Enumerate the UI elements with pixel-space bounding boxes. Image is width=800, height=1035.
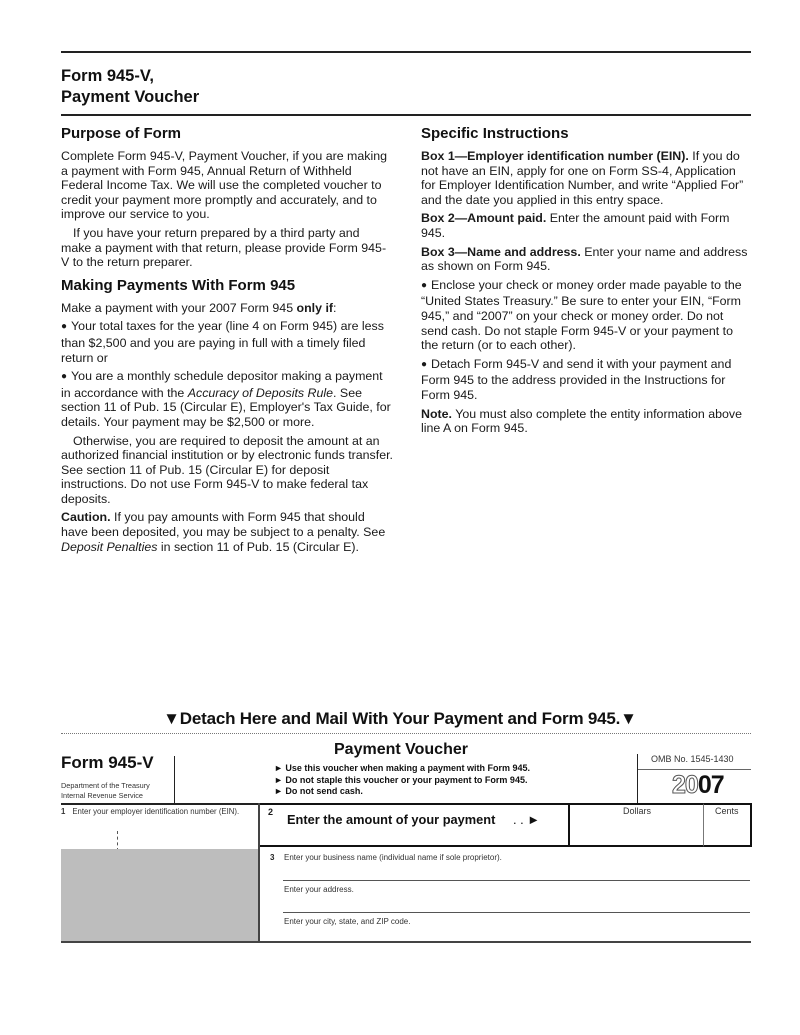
omb-divider	[638, 769, 751, 770]
perforation-line	[61, 733, 751, 734]
department-label	[61, 781, 150, 801]
year-outline-digits: 20	[672, 771, 698, 799]
voucher-title: Payment Voucher	[334, 741, 468, 758]
note-para: Note. You must also complete the entity information above line A on Form 945.	[421, 406, 742, 436]
box2-instructions: Box 2—Amount paid. Enter the amount paid with Form 945.	[421, 211, 730, 240]
business-name-line	[283, 880, 750, 881]
enclose-check-bullet: ● Enclose your check or money order made payable to the “United States Treasury.” Be sure to enter your EIN, “Form 945,” and “2007” on your check or money order. Do not send cash. Do not staple Form 945-V or your payment to the return (or to each other).	[421, 278, 753, 353]
voucher-header-rule	[61, 803, 261, 805]
right-column	[421, 125, 753, 440]
voucher-form-id: Form 945-V	[61, 753, 154, 772]
business-name-input[interactable]	[283, 862, 754, 882]
year-solid-digits: 07	[697, 771, 724, 799]
dept-line-2: Internal Revenue Service	[61, 791, 143, 800]
title-line-2: Payment Voucher	[61, 88, 200, 106]
voucher-instruction-3: ► Do not send cash.	[274, 786, 363, 796]
otherwise-para: Otherwise, you are required to deposit the amount at an authorized financial institution or by electronic funds transfer. See section 11 of Pub. 15 (Circular E) for deposit instructions. Do not use Form 945-V to make federal tax deposits.	[61, 433, 393, 506]
detach-instruction: ▼Detach Here and Mail With Your Payment and Form 945.▼	[163, 709, 637, 728]
cents-input[interactable]	[706, 820, 752, 844]
dollars-input[interactable]	[573, 820, 705, 844]
box1-instructions: Box 1—Employer identification number (EIN). If you do not have an EIN, apply for one on Form SS-4, Application for Employer Identification Number, and write “Applied For” and the date you applied in this entry space.	[421, 149, 744, 207]
making-payments-bullet-1: ● Your total taxes for the year (line 4 on Form 945) are less than $2,500 and you are paying in full with a timely filed return or	[61, 319, 393, 365]
address-input[interactable]	[283, 894, 754, 914]
title-line-1: Form 945-V,	[61, 67, 154, 85]
city-state-zip-label: Enter your city, state, and ZIP code.	[284, 917, 411, 926]
dollars-label: Dollars	[623, 806, 652, 816]
box3-number: 3	[270, 853, 275, 862]
detach-bullet: ● Detach Form 945-V and send it with your payment and Form 945 to the address provided in the Instructions for Form 945.	[421, 357, 753, 403]
purpose-heading: Purpose of Form	[61, 125, 182, 142]
page-title	[61, 66, 199, 108]
box1-label-text: Enter your employer identification number (EIN).	[72, 807, 240, 816]
specific-instructions-heading: Specific Instructions	[421, 125, 569, 142]
address-line	[283, 912, 750, 913]
box1-label	[61, 807, 239, 816]
cents-label: Cents	[715, 806, 739, 816]
address-label: Enter your address.	[284, 885, 354, 894]
ein-input[interactable]	[62, 822, 260, 848]
city-state-zip-input[interactable]	[283, 924, 754, 942]
voucher-instruction-1: ► Use this voucher when making a payment with Form 945.	[274, 763, 530, 773]
title-bottom-rule	[61, 114, 751, 116]
making-payments-bullet-2: ● You are a monthly schedule depositor making a payment in accordance with the Accuracy of Deposits Rule. See section 11 of Pub. 15 (Circular E), Employer's Tax Guide, for details. Your payment may be $2,500 or more.	[61, 369, 393, 429]
dept-line-1: Department of the Treasury	[61, 781, 150, 790]
omb-number: OMB No. 1545-1430	[651, 754, 734, 764]
purpose-para-1: Complete Form 945-V, Payment Voucher, if you are making a payment with Form 945, Annual Return of Withheld Federal Income Tax. We will use the completed voucher to credit your payment more promptly and accurately, and to improve our service to you.	[61, 149, 387, 222]
caution-para: Caution. If you pay amounts with Form 945 that should have been deposited, you may be subject to a penalty. See Deposit Penalties in section 11 of Pub. 15 (Circular E).	[61, 510, 386, 554]
box1-number: 1	[61, 807, 66, 816]
voucher-instructions	[274, 763, 530, 798]
tax-year	[672, 771, 724, 800]
making-payments-intro: Make a payment with your 2007 Form 945 only if:	[61, 300, 337, 315]
top-rule	[61, 51, 751, 53]
amount-label: Enter the amount of your payment	[287, 812, 496, 827]
voucher-instruction-2: ► Do not staple this voucher or your payment to Form 945.	[274, 774, 528, 785]
header-divider-left	[174, 756, 175, 803]
voucher-bottom-rule	[61, 941, 751, 943]
ein-separator	[117, 831, 118, 851]
box2-number: 2	[268, 807, 274, 817]
header-divider-right	[637, 754, 638, 804]
left-column	[61, 125, 393, 558]
purpose-para-2: If you have your return prepared by a third party and make a payment with that return, please provide Form 945-V to the return preparer.	[61, 225, 387, 270]
shaded-area	[61, 849, 258, 941]
amount-arrow: . . ►	[513, 812, 540, 827]
box3-instructions: Box 3—Name and address. Enter your name and address as shown on Form 945.	[421, 244, 748, 274]
business-name-label: Enter your business name (individual name if sole proprietor).	[284, 853, 502, 862]
making-payments-heading: Making Payments With Form 945	[61, 276, 296, 294]
